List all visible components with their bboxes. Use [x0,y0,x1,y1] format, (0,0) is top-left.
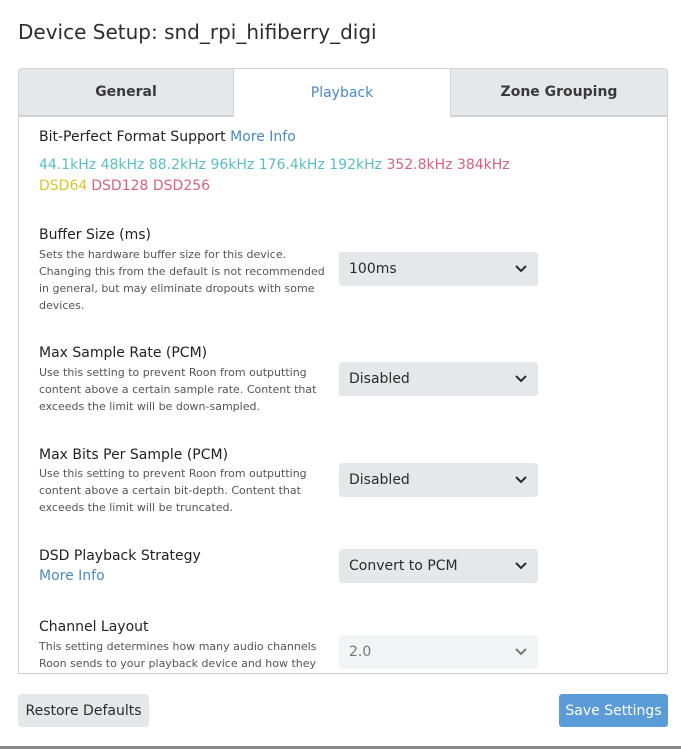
channel-layout-description: This setting determines how many audio channels Roon sends to your playback device and how they [39,640,317,670]
playback-settings-panel[interactable] [18,116,668,674]
channel-layout-value: 2.0 [349,644,372,660]
format-unsupported: DSD128 [91,178,149,194]
max-sample-rate-title: Max Sample Rate (PCM) [39,345,208,361]
buffer-size-select[interactable] [339,252,538,286]
chevron-down-icon [514,559,528,573]
format-unsupported: 352.8kHz [386,157,453,173]
dsd-strategy-select[interactable] [339,549,538,583]
max-bits-title: Max Bits Per Sample (PCM) [39,447,229,463]
format-supported: 176.4kHz [258,157,325,173]
chevron-down-icon [514,645,528,659]
save-settings-button[interactable]: Save Settings [559,694,668,727]
format-unsupported: 384kHz [456,157,510,173]
format-supported: 44.1kHz [39,157,97,173]
channel-layout-select[interactable] [339,635,538,669]
format-support-list [39,155,510,197]
dsd-strategy-value: Convert to PCM [349,558,458,574]
max-sample-rate-select[interactable] [339,362,538,396]
format-partial: DSD64 [39,178,88,194]
bitperfect-section [39,129,296,145]
chevron-down-icon [514,262,528,276]
bitperfect-title: Bit-Perfect Format Support [39,129,226,145]
buffer-size-value: 100ms [349,261,397,277]
format-supported: 192kHz [329,157,382,173]
format-supported: 96kHz [210,157,255,173]
max-sample-rate-description: Use this setting to prevent Roon from outputting content above a certain sample rate. Content that exceeds the limit will be down-sampled. [39,366,317,413]
format-supported: 48kHz [100,157,145,173]
tab-zone-grouping[interactable]: Zone Grouping [450,68,668,116]
tab-general[interactable]: General [18,68,234,116]
channel-layout-title: Channel Layout [39,619,149,635]
format-supported: 88.2kHz [148,157,207,173]
max-bits-select[interactable] [339,463,538,497]
max-bits-description: Use this setting to prevent Roon from outputting content above a certain bit-depth. Content that exceeds the limit will be truncated. [39,467,307,514]
max-sample-rate-value: Disabled [349,371,410,387]
chevron-down-icon [514,473,528,487]
tab-playback[interactable]: Playback [233,68,451,117]
buffer-size-title: Buffer Size (ms) [39,227,151,243]
format-unsupported: DSD256 [152,178,211,194]
tab-bar [18,68,668,117]
restore-defaults-button[interactable]: Restore Defaults [18,694,149,727]
chevron-down-icon [514,372,528,386]
bitperfect-more-info-link[interactable]: More Info [230,129,296,145]
dsd-more-info-link[interactable]: More Info [39,568,105,584]
max-bits-value: Disabled [349,472,410,488]
buffer-size-description: Sets the hardware buffer size for this device. Changing this from the default is not recommended in general, but may eliminate dropouts with some devices. [39,248,325,312]
pcm-formats-row [39,155,510,176]
dsd-formats-row [39,176,510,197]
dsd-strategy-title: DSD Playback Strategy [39,548,201,564]
page-title: Device Setup: snd_rpi_hifiberry_digi [18,20,377,44]
